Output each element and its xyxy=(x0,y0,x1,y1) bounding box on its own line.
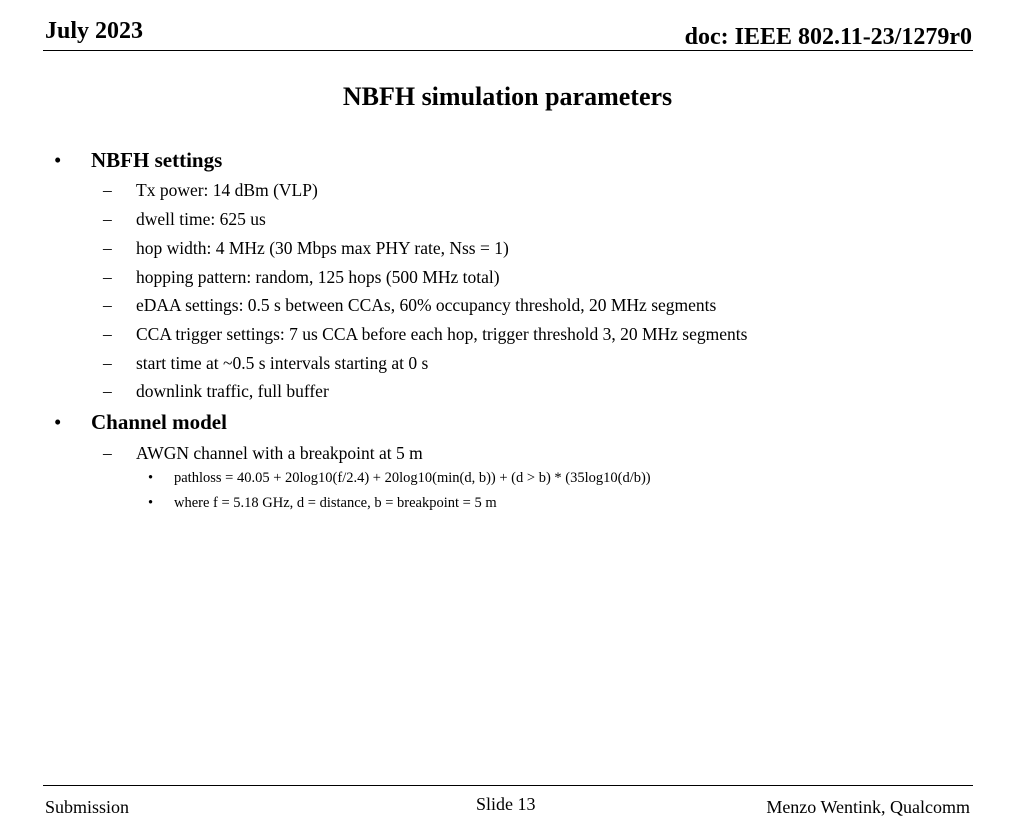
section-heading-nbfh-settings xyxy=(54,148,223,173)
section-heading-channel-model xyxy=(54,410,227,435)
footer-author: Menzo Wentink, Qualcomm xyxy=(766,797,970,817)
bullet-icon: • xyxy=(54,148,62,172)
dash-icon: – xyxy=(103,267,112,287)
list-item xyxy=(103,209,266,230)
footer-submission: Submission xyxy=(45,797,130,817)
list-item-text: hopping pattern: random, 125 hops (500 MHz total) xyxy=(136,267,500,287)
list-item xyxy=(103,295,717,316)
list-item xyxy=(103,267,500,288)
list-item xyxy=(103,238,509,259)
sub-list-item-text: where f = 5.18 GHz, d = distance, b = breakpoint = 5 m xyxy=(174,495,497,511)
footer-divider xyxy=(43,785,973,786)
list-item xyxy=(103,443,423,464)
dash-icon: – xyxy=(103,295,112,315)
bullet-icon: • xyxy=(148,470,154,486)
slide-title: NBFH simulation parameters xyxy=(342,82,673,111)
section-heading-text: NBFH settings xyxy=(91,148,223,172)
list-item-text: CCA trigger settings: 7 us CCA before each hop, trigger threshold 3, 20 MHz segments xyxy=(136,324,748,344)
header-date: July 2023 xyxy=(45,18,144,44)
list-item-text: dwell time: 625 us xyxy=(136,209,266,229)
list-item-text: AWGN channel with a breakpoint at 5 m xyxy=(136,443,423,463)
sub-list-item-text: pathloss = 40.05 + 20log10(f/2.4) + 20log10(min(d, b)) + (d > b) * (35log10(d/b)) xyxy=(174,470,651,486)
header-divider xyxy=(43,50,973,51)
dash-icon: – xyxy=(103,180,112,200)
sub-list-item xyxy=(148,495,497,512)
sub-list-item xyxy=(148,470,651,487)
list-item-text: start time at ~0.5 s intervals starting at 0 s xyxy=(136,353,429,373)
dash-icon: – xyxy=(103,324,112,344)
dash-icon: – xyxy=(103,381,112,401)
dash-icon: – xyxy=(103,209,112,229)
list-item xyxy=(103,353,429,374)
list-item-text: Tx power: 14 dBm (VLP) xyxy=(136,180,318,200)
list-item-text: eDAA settings: 0.5 s between CCAs, 60% occupancy threshold, 20 MHz segments xyxy=(136,295,717,315)
list-item xyxy=(103,324,748,345)
list-item-text: hop width: 4 MHz (30 Mbps max PHY rate, Nss = 1) xyxy=(136,238,509,258)
bullet-icon: • xyxy=(148,495,154,511)
header-doc-id: doc: IEEE 802.11-23/1279r0 xyxy=(684,24,972,50)
bullet-icon: • xyxy=(54,410,62,434)
dash-icon: – xyxy=(103,443,112,463)
section-heading-text: Channel model xyxy=(91,410,227,434)
dash-icon: – xyxy=(103,353,112,373)
list-item xyxy=(103,180,318,201)
footer-slide-number: Slide 13 xyxy=(476,794,536,814)
dash-icon: – xyxy=(103,238,112,258)
list-item-text: downlink traffic, full buffer xyxy=(136,381,329,401)
list-item xyxy=(103,381,329,402)
